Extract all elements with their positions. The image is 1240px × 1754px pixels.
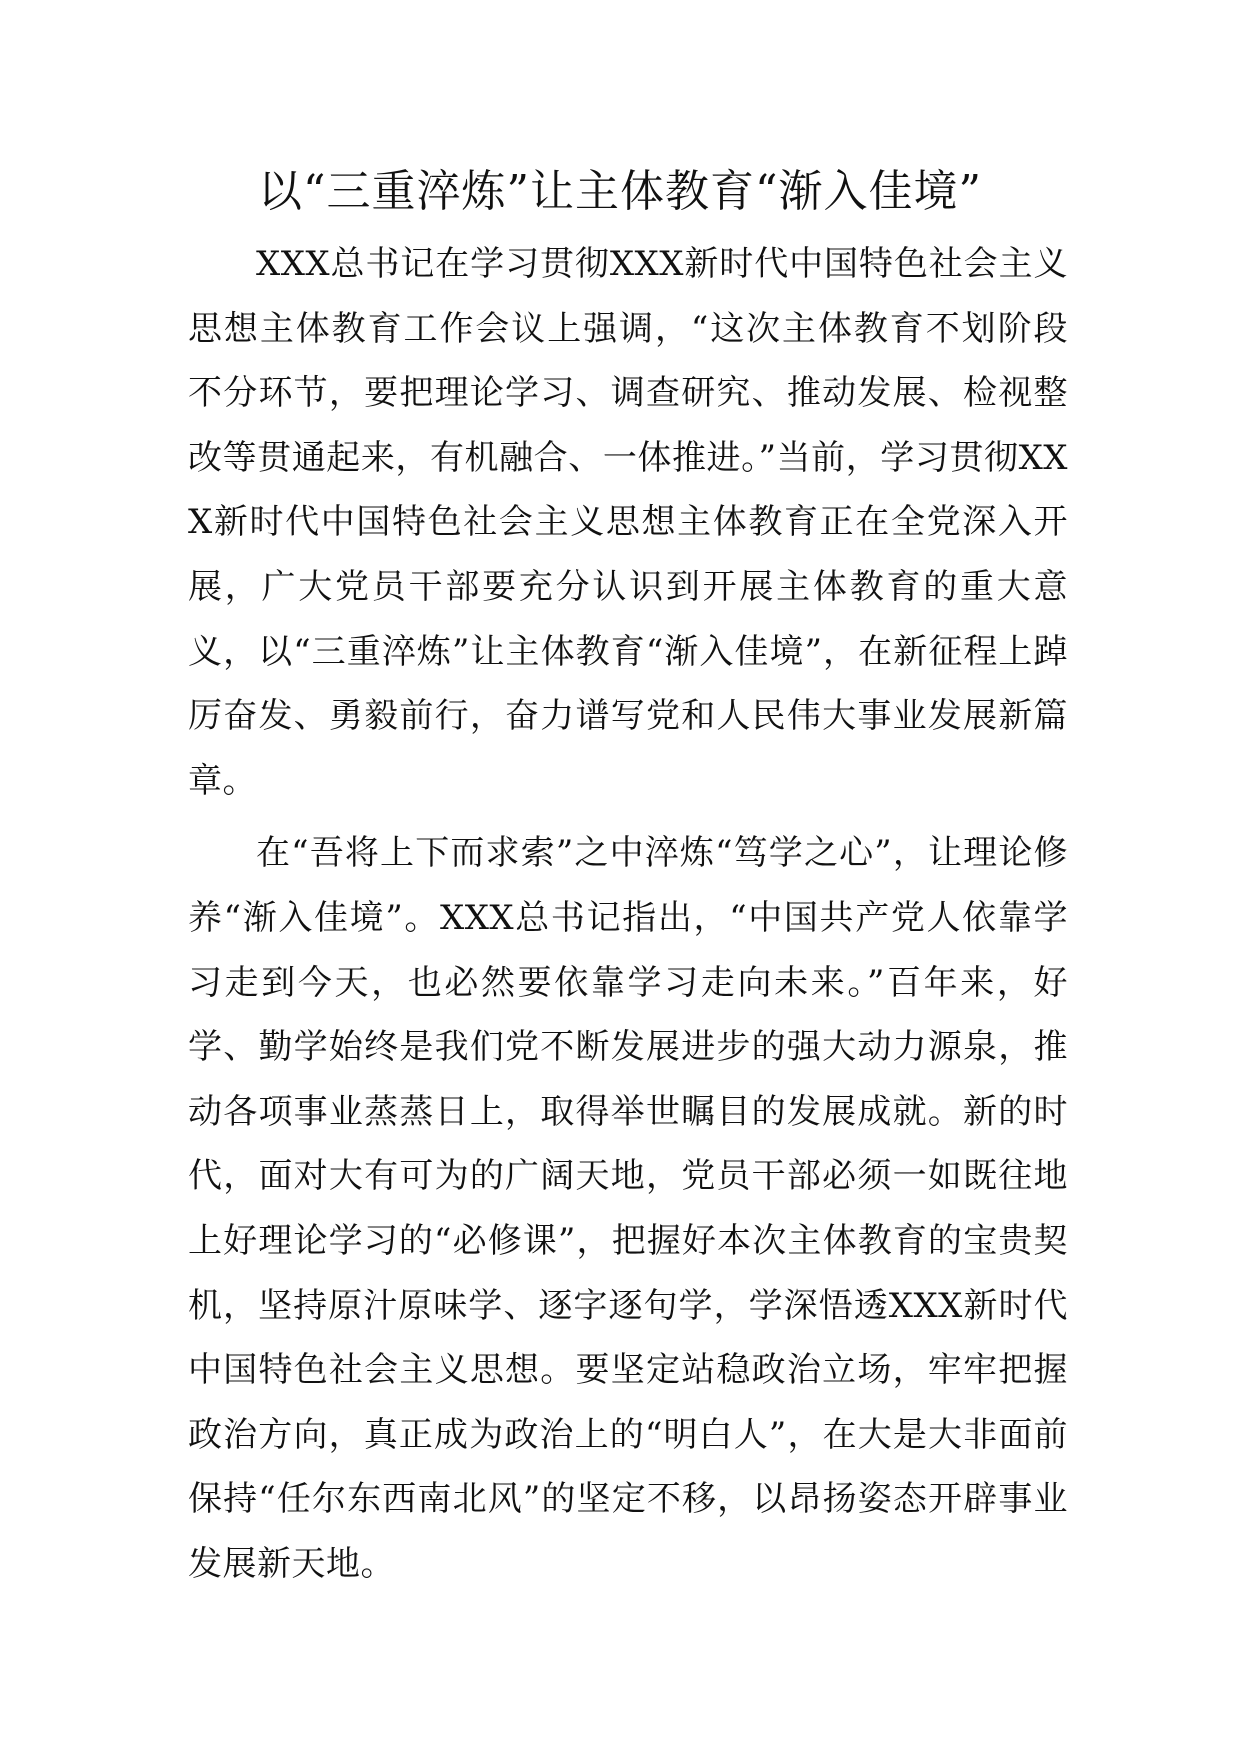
document-title: 以“三重淬炼”让主体教育“渐入佳境” [258,166,982,217]
paragraph-1: XXX总书记在学习贯彻XXX新时代中国特色社会主义思想主体教育工作会议上强调，“这次主体教育不划阶段不分环节，要把理论学习、调查研究、推动发展、检视整改等贯通起来，有机融合、一体推进。”当前，学习贯彻XXX新时代中国特色社会主义思想主体教育正在全党深入开展，广大党员干部要充分认识到开展主体教育的重大意义，以“三重淬炼”让主体教育“渐入佳境”，在新征程上踔厉奋发、勇毅前行，奋力谱写党和人民伟大事业发展新篇章。 [188,244,1068,801]
document-body [188,232,1068,1604]
paragraph-2: 在“吾将上下而求索”之中淬炼“笃学之心”，让理论修养“渐入佳境”。XXX总书记指出，“中国共产党人依靠学习走到今天，也必然要依靠学习走向未来。”百年来，好学、勤学始终是我们党不断发展进步的强大动力源泉，推动各项事业蒸蒸日上，取得举世瞩目的发展成就。新的时代，面对大有可为的广阔天地，党员干部必须一如既往地上好理论学习的“必修课”，把握好本次主体教育的宝贵契机，坚持原汁原味学、逐字逐句学，学深悟透XXX新时代中国特色社会主义思想。要坚定站稳政治立场，牢牢把握政治方向，真正成为政治上的“明白人”，在大是大非面前保持“任尔东西南北风”的坚定不移，以昂扬姿态开辟事业发展新天地。 [188,833,1068,1584]
